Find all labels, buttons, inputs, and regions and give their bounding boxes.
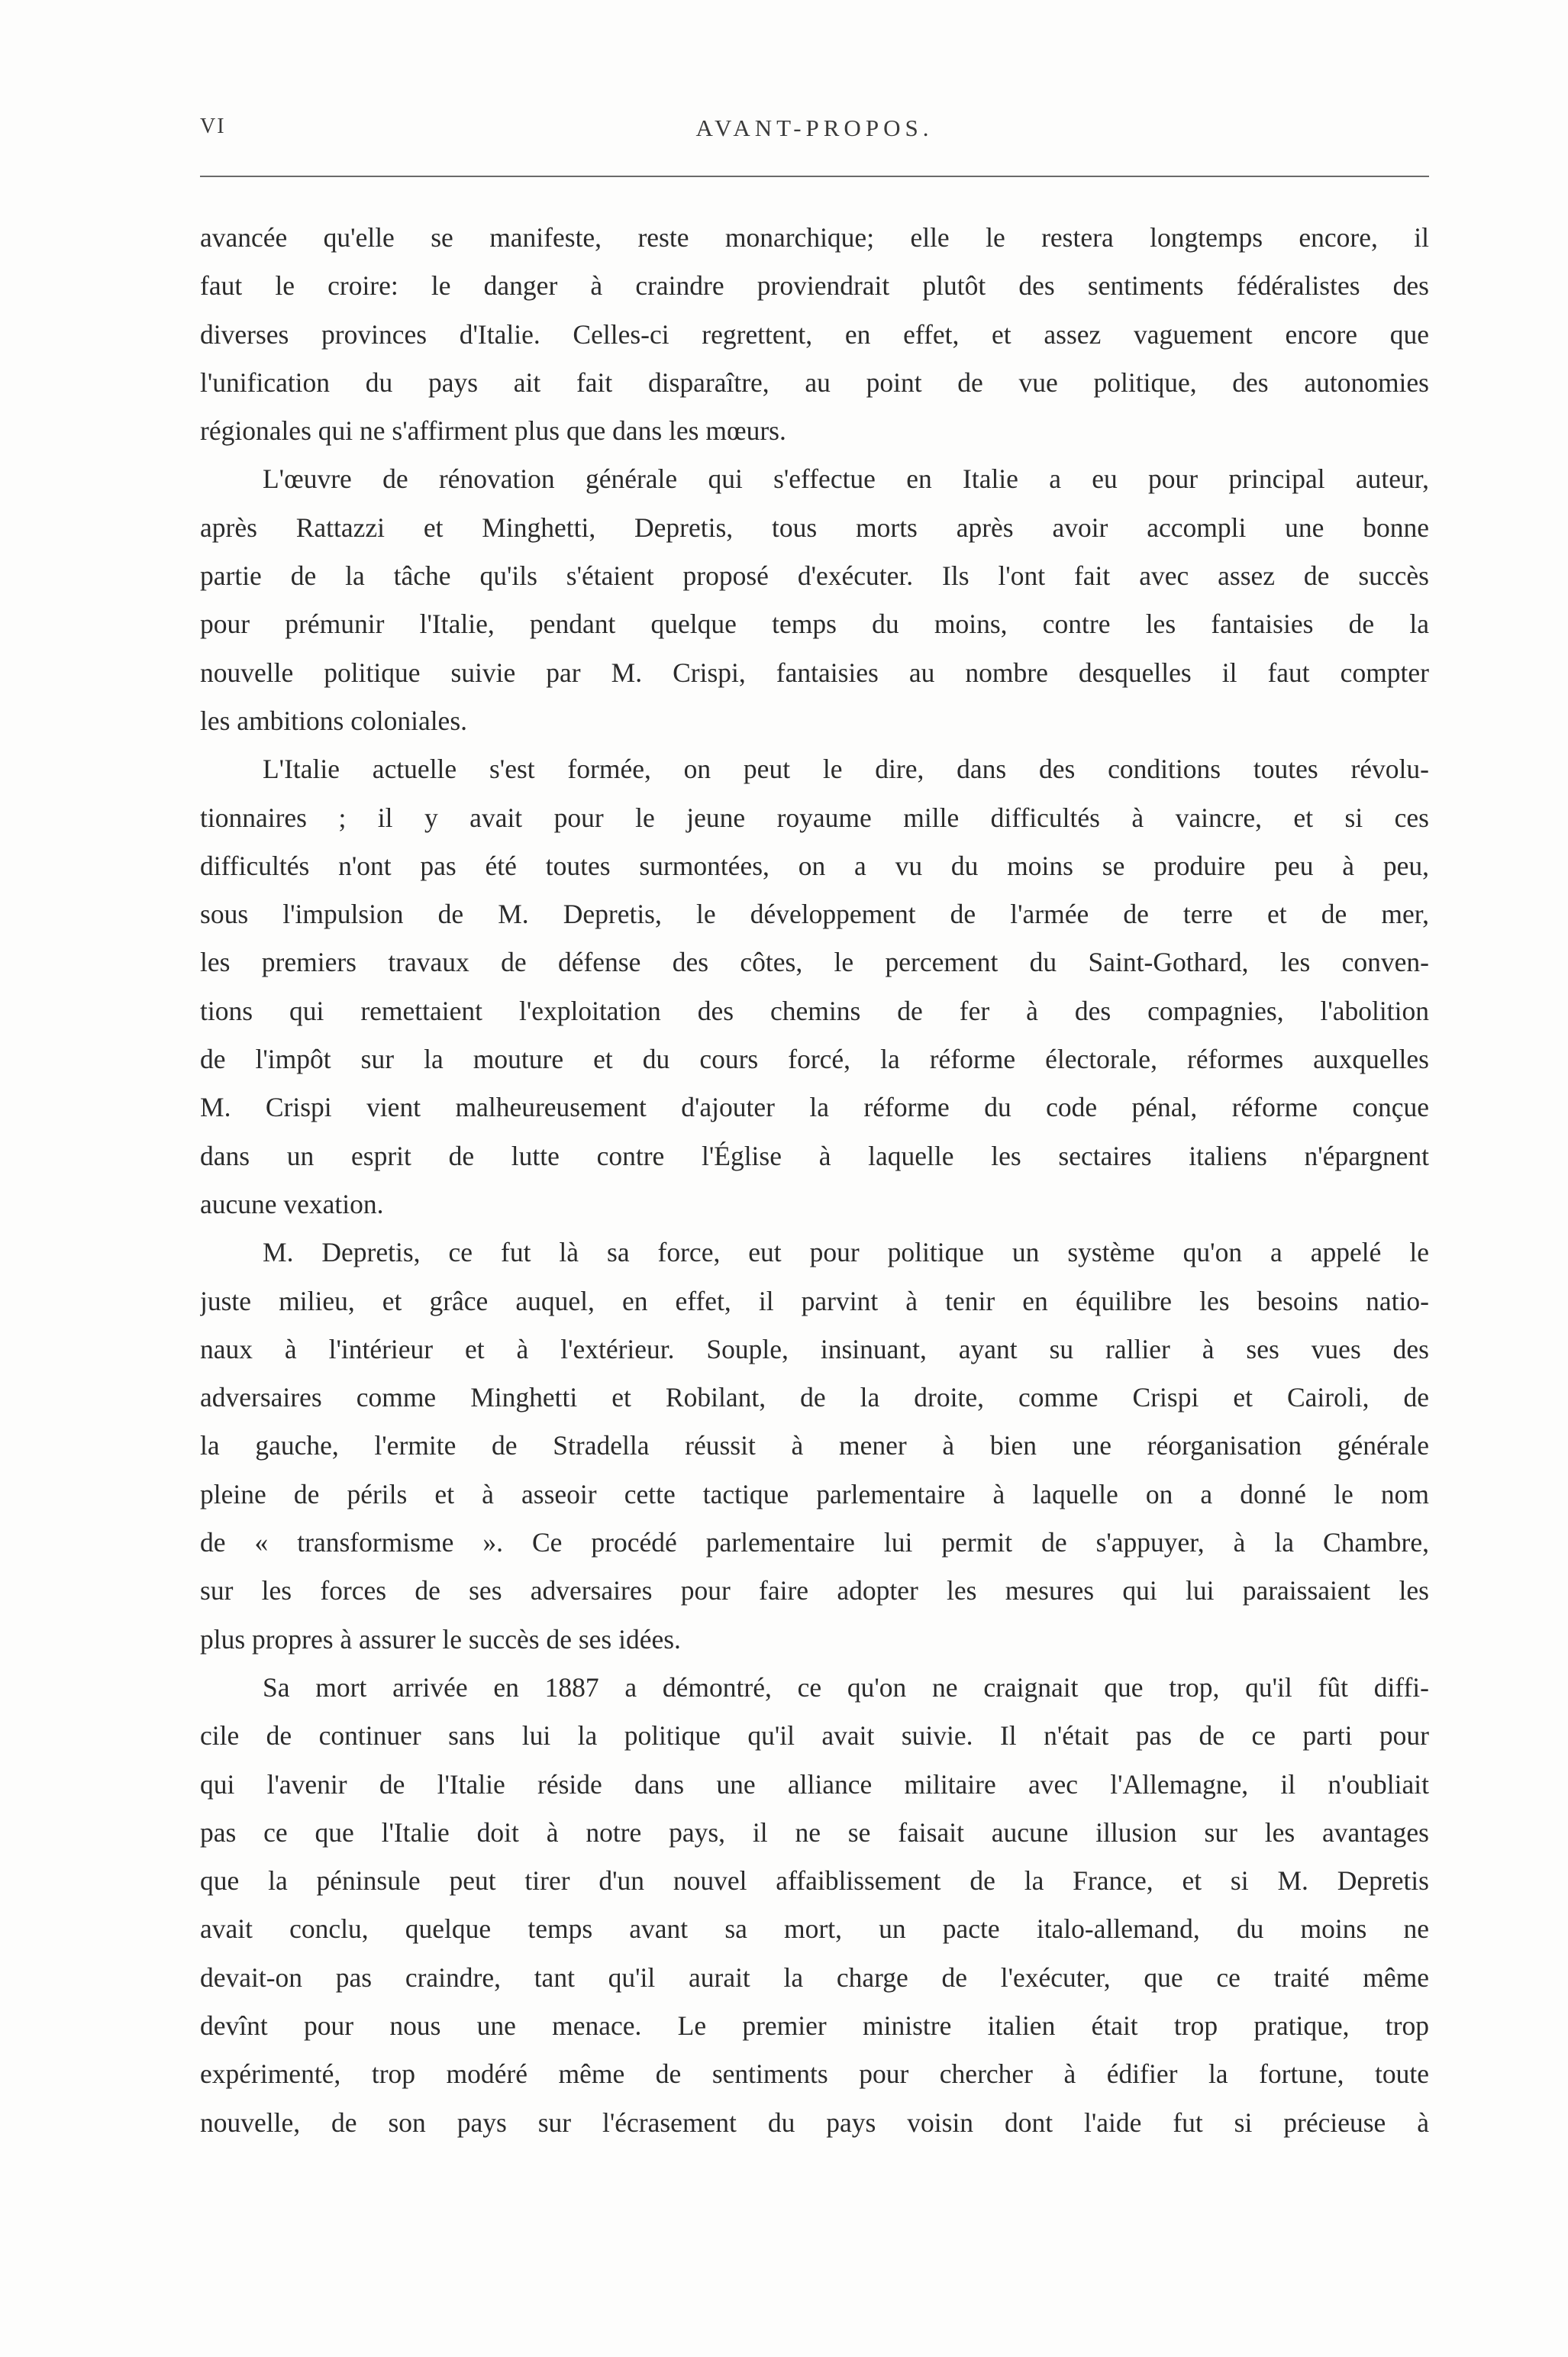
text-line: la gauche, l'ermite de Stradella réussit à mener à bien une réorganisation générale xyxy=(200,1430,1429,1461)
paragraph xyxy=(200,745,1429,1229)
text-line: tionnaires ; il y avait pour le jeune royaume mille difficultés à vaincre, et si ces xyxy=(200,802,1429,833)
text-line: dans un esprit de lutte contre l'Église à laquelle les sectaires italiens n'épargnent xyxy=(200,1140,1429,1171)
text-line: juste milieu, et grâce auquel, en effet, il parvint à tenir en équilibre les besoins natio- xyxy=(200,1285,1429,1316)
text-line: difficultés n'ont pas été toutes surmontées, on a vu du moins se produire peu à peu, xyxy=(200,850,1429,881)
text-line: de l'impôt sur la mouture et du cours forcé, la réforme électorale, réformes auxquelles xyxy=(200,1044,1429,1075)
text-line: naux à l'intérieur et à l'extérieur. Souple, insinuant, ayant su rallier à ses vues des xyxy=(200,1333,1429,1364)
text-line: avancée qu'elle se manifeste, reste monarchique; elle le restera longtemps encore, il xyxy=(200,222,1429,253)
text-line: devînt pour nous une menace. Le premier ministre italien était trop pratique, trop xyxy=(200,2010,1429,2041)
text-line: cile de continuer sans lui la politique qu'il avait suivie. Il n'était pas de ce parti pour xyxy=(200,1720,1429,1752)
text-line: Sa mort arrivée en 1887 a démontré, ce qu'on ne craignait que trop, qu'il fût diffi- xyxy=(263,1671,1429,1703)
text-line: régionales qui ne s'affirment plus que dans les mœurs. xyxy=(200,415,786,447)
text-line: nouvelle politique suivie par M. Crispi, fantaisies au nombre desquelles il faut compter xyxy=(200,657,1429,688)
text-line: tions qui remettaient l'exploitation des chemins de fer à des compagnies, l'abolition xyxy=(200,995,1429,1026)
running-title: AVANT-PROPOS. xyxy=(695,115,934,141)
text-line: pas ce que l'Italie doit à notre pays, il ne se faisait aucune illusion sur les avantages xyxy=(200,1816,1429,1848)
text-line: L'Italie actuelle s'est formée, on peut le dire, dans des conditions toutes révolu- xyxy=(263,754,1429,785)
text-line: pour prémunir l'Italie, pendant quelque temps du moins, contre les fantaisies de la xyxy=(200,609,1429,640)
paragraph xyxy=(200,1664,1429,2147)
running-head xyxy=(200,115,1429,153)
text-line: partie de la tâche qu'ils s'étaient proposé d'exécuter. Ils l'ont fait avec assez de succès xyxy=(200,560,1429,592)
text-line: les ambitions coloniales. xyxy=(200,705,468,736)
text-line: sous l'impulsion de M. Depretis, le développement de l'armée de terre et de mer, xyxy=(200,899,1429,930)
body-text xyxy=(200,214,1429,2306)
paragraph xyxy=(200,214,1429,455)
text-line: après Rattazzi et Minghetti, Depretis, tous morts après avoir accompli une bonne xyxy=(200,512,1429,543)
text-line: faut le croire: le danger à craindre proviendrait plutôt des sentiments fédéralistes des xyxy=(200,270,1429,302)
header-rule xyxy=(200,176,1429,177)
text-line: devait-on pas craindre, tant qu'il aurait la charge de l'exécuter, que ce traité même xyxy=(200,1961,1429,1993)
paragraph xyxy=(200,455,1429,745)
text-line: plus propres à assurer le succès de ses idées. xyxy=(200,1623,681,1655)
paragraph xyxy=(200,1229,1429,1664)
text-line: de « transformisme ». Ce procédé parlementaire lui permit de s'appuyer, à la Chambre, xyxy=(200,1527,1429,1558)
text-line: adversaires comme Minghetti et Robilant, de la droite, comme Crispi et Cairoli, de xyxy=(200,1382,1429,1413)
text-line: L'œuvre de rénovation générale qui s'effectue en Italie a eu pour principal auteur, xyxy=(263,463,1429,495)
text-line: pleine de périls et à asseoir cette tactique parlementaire à laquelle on a donné le nom xyxy=(200,1478,1429,1509)
text-line: aucune vexation. xyxy=(200,1188,384,1219)
text-line: sur les forces de ses adversaires pour faire adopter les mesures qui lui paraissaient les xyxy=(200,1575,1429,1606)
text-line: M. Crispi vient malheureusement d'ajouter la réforme du code pénal, réforme conçue xyxy=(200,1092,1429,1123)
text-line: expérimenté, trop modéré même de sentiments pour chercher à édifier la fortune, toute xyxy=(200,2058,1429,2090)
text-line: M. Depretis, ce fut là sa force, eut pour politique un système qu'on a appelé le xyxy=(263,1237,1429,1268)
text-line: avait conclu, quelque temps avant sa mort, un pacte italo-allemand, du moins ne xyxy=(200,1913,1429,1945)
text-line: les premiers travaux de défense des côtes, le percement du Saint-Gothard, les conven- xyxy=(200,947,1429,978)
text-line: que la péninsule peut tirer d'un nouvel affaiblissement de la France, et si M. Depretis xyxy=(200,1865,1429,1897)
text-line: nouvelle, de son pays sur l'écrasement du pays voisin dont l'aide fut si précieuse à xyxy=(200,2107,1429,2138)
text-line: diverses provinces d'Italie. Celles-ci regrettent, en effet, et assez vaguement encore que xyxy=(200,318,1429,350)
page-number: VI xyxy=(200,115,226,138)
text-line: qui l'avenir de l'Italie réside dans une alliance militaire avec l'Allemagne, il n'oubliait xyxy=(200,1768,1429,1800)
text-line: l'unification du pays ait fait disparaître, au point de vue politique, des autonomies xyxy=(200,366,1429,398)
